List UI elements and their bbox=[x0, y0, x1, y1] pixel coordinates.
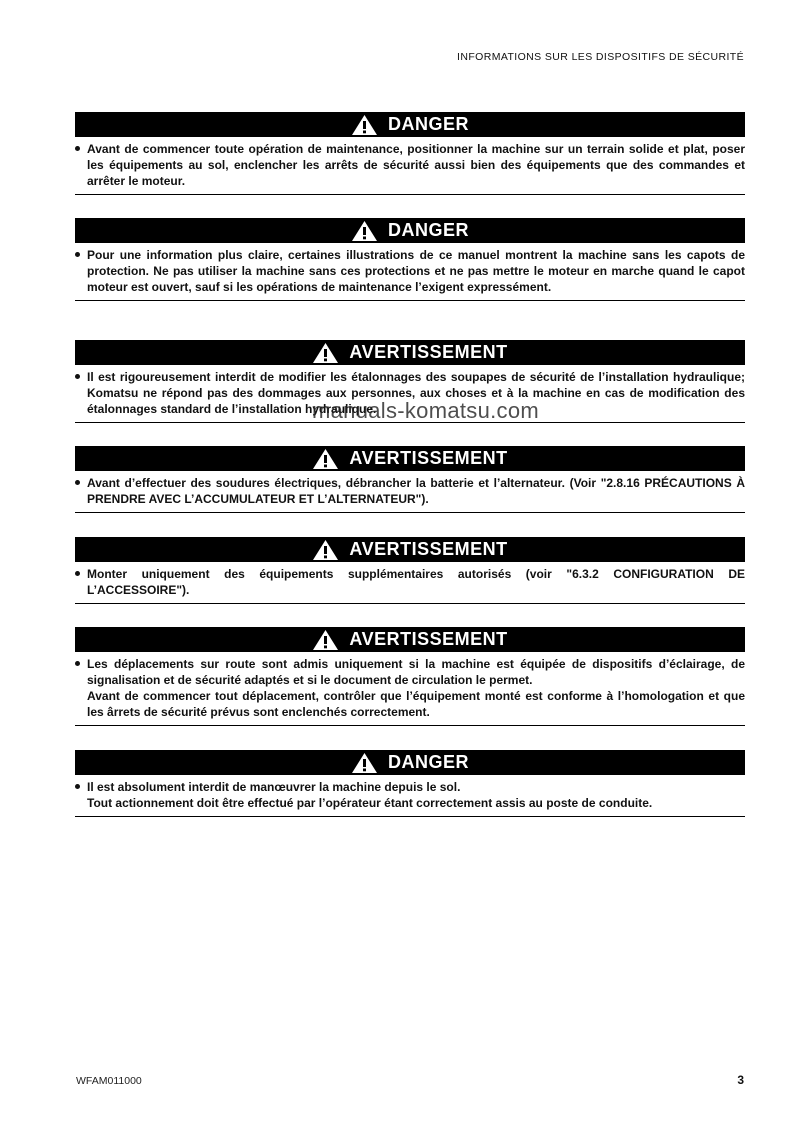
notice-text: Avant d’effectuer des soudures électriques, débrancher la batterie et l’alternateur. (Voir "2.8.16 PRÉCAUTIONS À PRENDRE AVEC L’ACCUMULATEUR ET L’ALTERNATEUR"). bbox=[75, 475, 745, 507]
document-code: WFAM011000 bbox=[76, 1075, 142, 1087]
safety-notice-danger bbox=[75, 112, 745, 195]
warning-triangle-icon bbox=[351, 220, 378, 242]
safety-notice-avertissement bbox=[75, 627, 745, 726]
notice-banner bbox=[75, 218, 745, 243]
page-header-title: INFORMATIONS SUR LES DISPOSITIFS DE SÉCURITÉ bbox=[457, 51, 744, 63]
notice-label: AVERTISSEMENT bbox=[349, 539, 508, 559]
bullet-icon bbox=[75, 374, 80, 379]
safety-notice-avertissement bbox=[75, 446, 745, 513]
notice-banner bbox=[75, 112, 745, 137]
notice-banner bbox=[75, 340, 745, 365]
notice-body bbox=[75, 471, 745, 513]
warning-triangle-icon bbox=[351, 114, 378, 136]
bullet-icon bbox=[75, 661, 80, 666]
notice-banner bbox=[75, 627, 745, 652]
notice-label: DANGER bbox=[387, 220, 469, 240]
bullet-icon bbox=[75, 784, 80, 789]
notice-body bbox=[75, 775, 745, 817]
warning-triangle-icon bbox=[312, 342, 339, 364]
notice-banner bbox=[75, 537, 745, 562]
notice-text: Il est absolument interdit de manœuvrer la machine depuis le sol. Tout actionnement doit être effectué par l’opérateur étant correctement assis au poste de conduite. bbox=[75, 779, 745, 811]
warning-triangle-icon bbox=[351, 752, 378, 774]
safety-notice-avertissement bbox=[75, 537, 745, 604]
safety-notice-danger bbox=[75, 750, 745, 817]
notice-text: Pour une information plus claire, certaines illustrations de ce manuel montrent la machine sans les capots de protection. Ne pas utiliser la machine sans ces protections et ne pas mettre le moteur en marche quand le capot moteur est ouvert, sauf si les opérations de maintenance l’exigent expressément. bbox=[75, 247, 745, 295]
notice-body bbox=[75, 243, 745, 301]
bullet-icon bbox=[75, 146, 80, 151]
notice-label: AVERTISSEMENT bbox=[349, 448, 508, 468]
notice-label: AVERTISSEMENT bbox=[349, 342, 508, 362]
notice-banner bbox=[75, 750, 745, 775]
warning-triangle-icon bbox=[312, 539, 339, 561]
notice-label: DANGER bbox=[387, 114, 469, 134]
notice-label: DANGER bbox=[387, 752, 469, 772]
notice-body bbox=[75, 137, 745, 195]
warning-triangle-icon bbox=[312, 448, 339, 470]
page-number: 3 bbox=[737, 1073, 744, 1087]
bullet-icon bbox=[75, 480, 80, 485]
bullet-icon bbox=[75, 571, 80, 576]
notice-banner bbox=[75, 446, 745, 471]
warning-triangle-icon bbox=[312, 629, 339, 651]
notice-text: Il est rigoureusement interdit de modifier les étalonnages des soupapes de sécurité de l’installation hydraulique; Komatsu ne répond pas des dommages aux personnes, aux choses et à la machine en cas de modification des étalonnages standard de l’installation hydraulique. bbox=[75, 369, 745, 417]
notice-text: Les déplacements sur route sont admis uniquement si la machine est équipée de dispositifs d’éclairage, de signalisation et de sécurité adaptés et si le document de circulation le permet. Avant de commencer tout déplacement, contrôler que l’équipement monté est conforme à l’homologation et que les ârrets de sécurité prévus sont enclenchés correctement. bbox=[75, 656, 745, 720]
notice-label: AVERTISSEMENT bbox=[349, 629, 508, 649]
notice-body bbox=[75, 562, 745, 604]
notice-text: Avant de commencer toute opération de maintenance, positionner la machine sur un terrain solide et plat, poser les équipements au sol, enclencher les arrêts de sécurité aussi bien des équipements que des commandes et arrêter le moteur. bbox=[75, 141, 745, 189]
watermark-text: manuals-komatsu.com bbox=[312, 398, 539, 423]
notice-text: Monter uniquement des équipements supplémentaires autorisés (voir "6.3.2 CONFIGURATION DE L’ACCESSOIRE"). bbox=[75, 566, 745, 598]
bullet-icon bbox=[75, 252, 80, 257]
safety-notice-danger bbox=[75, 218, 745, 301]
notice-body bbox=[75, 652, 745, 726]
